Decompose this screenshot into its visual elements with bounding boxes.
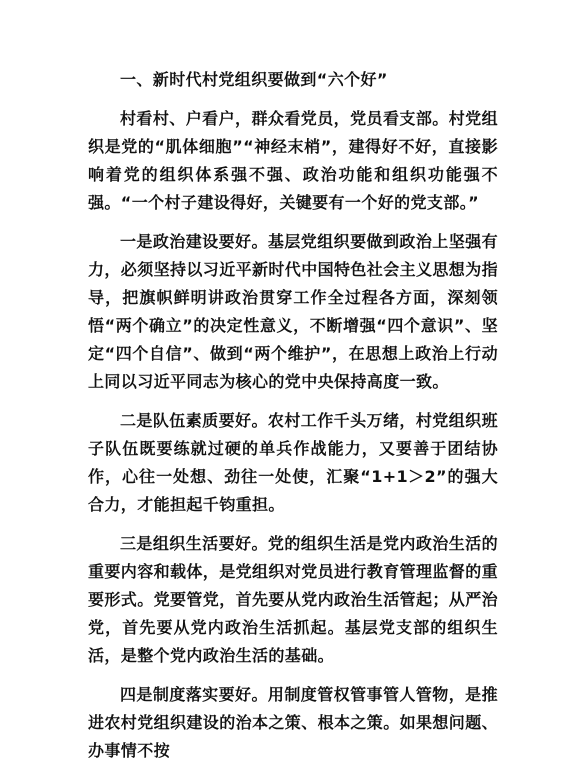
paragraph-system-implementation: 四是制度落实要好。用制度管权管事管人管物，是推进农村党组织建设的治本之策、根本之策。如果想问题、办事情不按: [88, 685, 499, 760]
paragraph-political-construction: 一是政治建设要好。基层党组织要做到政治上坚强有力，必须坚持以习近平新时代中国特色社会主义思想为指导，把旗帜鲜明讲政治贯穿工作全过程各方面，深刻领悟“两个确立”的决定性意义，不断增强“四个意识”、坚定“四个自信”、做到“两个维护”，在思想上政治上行动上同以习近平同志为核心的党中央保持高度一致。: [88, 232, 499, 391]
paragraph-organizational-life: 三是组织生活要好。党的组织生活是党内政治生活的重要内容和载体，是党组织对党员进行教育管理监督的重要形式。党要管党，首先要从党内政治生活管起；从严治党，首先要从党内政治生活抓起。基层党支部的组织生活，是整个党内政治生活的基础。: [88, 534, 499, 665]
section-heading: 一、新时代村党组织要做到“六个好”: [120, 70, 388, 89]
document-body: [88, 66, 498, 776]
paragraph-team-quality: 二是队伍素质要好。农村工作千头万绪，村党组织班子队伍既要练就过硬的单兵作战能力，又要善于团结协作，心往一处想、劲往一处使，汇聚“1+1＞2”的强大合力，才能担起千钧重担。: [88, 411, 498, 514]
paragraph-intro: 村看村、户看户，群众看党员，党员看支部。村党组织是党的“肌体细胞”“神经末梢”，建得好不好，直接影响着党的组织体系强不强、政治功能和组织功能强不强。“一个村子建设得好，关键要有一个好的党支部。”: [88, 109, 498, 212]
